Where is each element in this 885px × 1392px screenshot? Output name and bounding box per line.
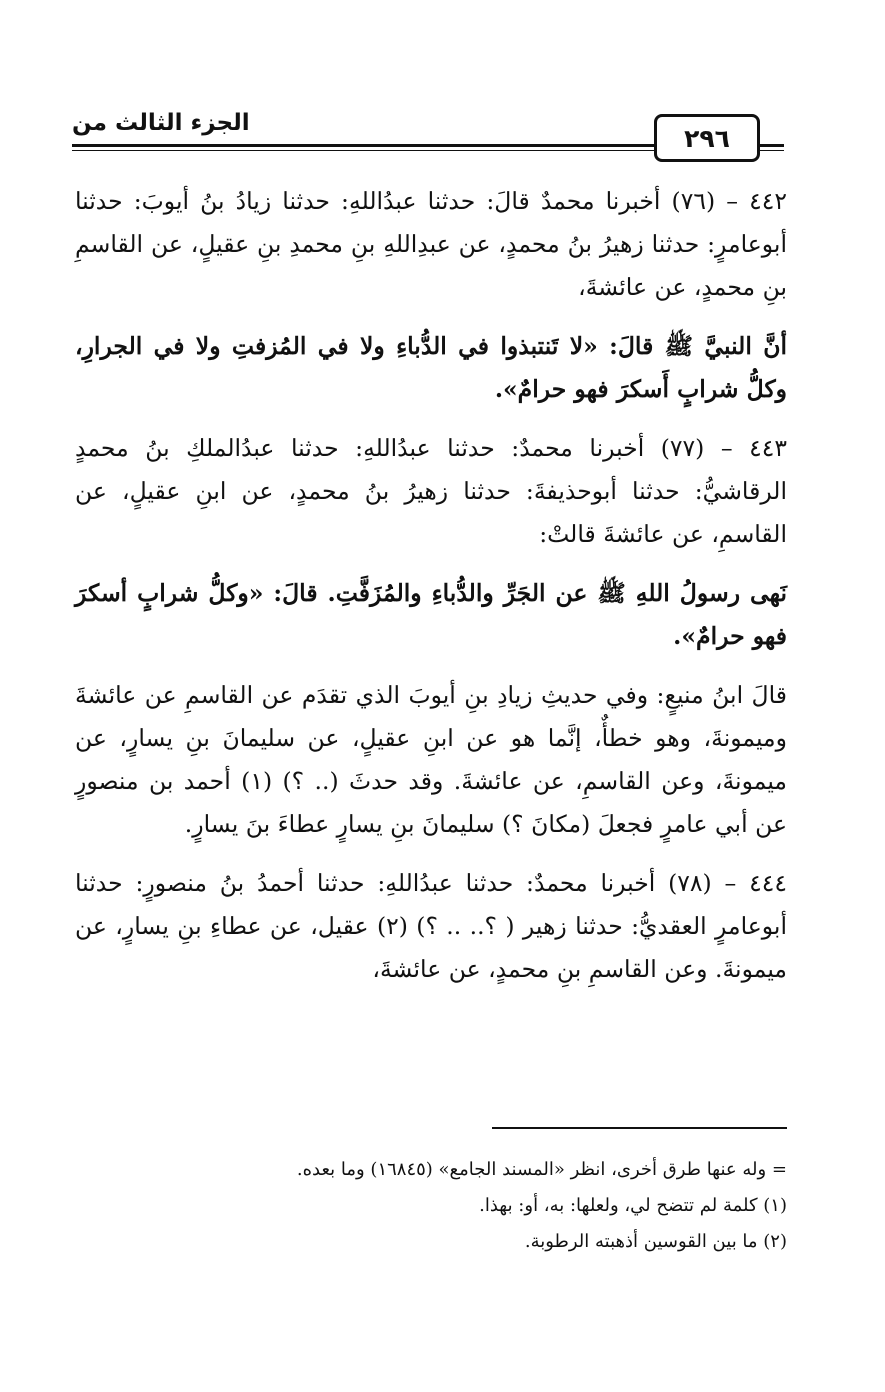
hadith-443-text: نَهى رسولُ اللهِ ﷺ عن الجَرِّ والدُّباءِ والمُزَفَّتِ. قالَ: «وكلُّ شرابٍ أسكرَ فهو حرامٌ». (75, 579, 787, 650)
page-number: ٢٩٦ (654, 114, 760, 162)
hadith-443-chain: ٤٤٣ – (٧٧) أخبرنا محمدٌ: حدثنا عبدُاللهِ: حدثنا عبدُالملكِ بنُ محمدٍ الرقاشيُّ: حدثنا أبوحذيفةَ: حدثنا زهيرُ بنُ محمدٍ، عن ابنِ عقيلٍ، عن القاسمِ، عن عائشةَ قالتْ: (75, 434, 788, 548)
footnote-separator (492, 1127, 787, 1129)
footnotes (187, 1152, 787, 1260)
main-text (75, 180, 787, 1007)
page-header (72, 108, 784, 156)
commentary-paragraph: قالَ ابنُ منيعٍ: وفي حديثِ زيادِ بنِ أيوبَ الذي تقدَم عن القاسمِ عن عائشةَ وميمونةَ، وهو خطأٌ، إنَّما هو عن ابنِ عقيلٍ، عن سليمانَ بنِ يسارٍ، عن ميمونةَ، وعن القاسمِ، عن عائشةَ. وقد حدثَ (.. ؟) (١) أحمد بن منصورٍ عن أبي عامرٍ فجعلَ (مكانَ ؟) سليمانَ بنِ يسارٍ عطاءَ بنَ يسارٍ. (75, 681, 788, 838)
hadith-442-text: أنَّ النبيَّ ﷺ قالَ: «لا تَنتبذوا في الدُّباءِ ولا في المُزفتِ ولا في الجرارِ، وكلُّ شرابٍ أَسكرَ فهو حرامٌ». (75, 332, 787, 403)
hadith-442-chain: ٤٤٢ – (٧٦) أخبرنا محمدٌ قالَ: حدثنا عبدُاللهِ: حدثنا زيادُ بنُ أيوبَ: حدثنا أبوعامرٍ: حدثنا زهيرُ بنُ محمدٍ، عن عبدِاللهِ بنِ محمدِ بنِ عقيلٍ، عن القاسمِ بنِ محمدٍ، عن عائشةَ، (75, 187, 787, 301)
footnote-2: (٢) ما بين القوسين أذهبته الرطوبة. (524, 1231, 787, 1252)
footnote-1: (١) كلمة لم تتضح لي، ولعلها: به، أو: بهذا. (479, 1195, 787, 1216)
header-title: الجزء الثالث من (72, 110, 250, 136)
footnote-continued: = وله عنها طرق أخرى، انظر «المسند الجامع» (١٦٨٤٥) وما بعده. (296, 1159, 787, 1180)
hadith-444-chain: ٤٤٤ – (٧٨) أخبرنا محمدٌ: حدثنا عبدُاللهِ: حدثنا أحمدُ بنُ منصورٍ: حدثنا أبوعامرٍ العقديُّ: حدثنا زهير ( ؟.. .. ؟) (٢) عقيل، عن عطاءِ بنِ يسارٍ، عن ميمونةَ. وعن القاسمِ بنِ محمدٍ، عن عائشةَ، (75, 869, 787, 983)
